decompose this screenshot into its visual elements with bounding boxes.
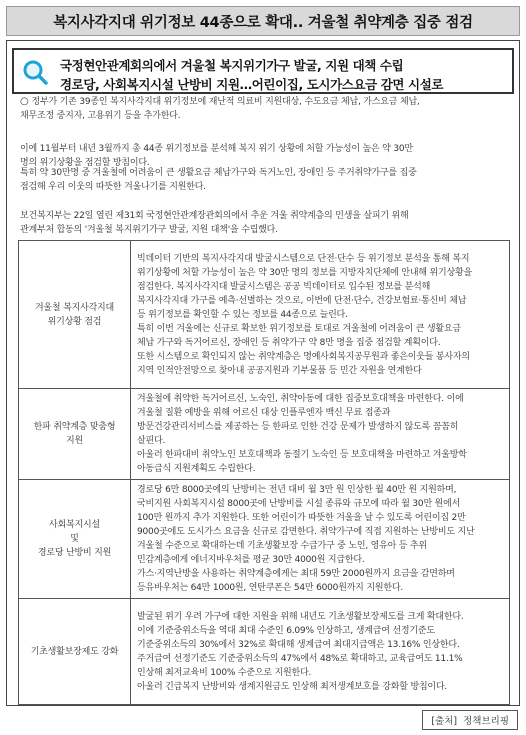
description-line: 아울러 긴급복지 난방비와 생계지원금도 인상해 최저생계보호를 강화할 방침이다. [137,681,448,692]
description-line: 살핀다. [137,436,166,446]
category-line: 사회복지시설 [49,520,100,530]
description-line: 등 위기정보를 확인할 수 있는 정보를 44종으로 늘린다. [137,309,348,320]
category-line: 경로당 난방비 지원 [37,548,112,558]
description-line: 아울러 한파대비 취약노인 보호대책과 동절기 노숙인 등 보호대책을 마련하고 겨울방학 [137,450,467,460]
circle-bullet-icon: ○ [20,96,29,107]
category-line: 기초생활보장제도 강화 [30,646,119,657]
table-row [19,480,510,599]
paragraph-line: 점검해 우리 이웃의 따뜻한 겨울나기를 지원한다. [20,182,206,192]
category-line: 지원 [66,436,83,446]
description-line: 9000곳에도 도시가스 요금을 신규로 감면한다. 취약가구에 직접 지원하는 난방비도 지난 [137,527,475,537]
category-line: 겨울철 복지사각지대 [34,302,115,313]
category-line: 한파 취약계층 맞춤형 [33,422,116,432]
paragraph-line: 채무조정 중지자, 고용위기 등을 추가한다. [20,111,181,121]
description-line: 특히 이번 겨울에는 신규로 확보한 위기정보를 토대로 겨울철에 어려움이 큰 생활요금 [137,323,461,334]
paragraph-intro [20,95,510,123]
description-line: 방문건강관리서비스를 제공하는 등 한파로 인한 건강 문제가 발생하지 않도록 꼼꼼히 [137,422,459,432]
table-row [19,599,510,705]
category-cell [19,389,131,480]
description-line: 민감계층에게 에너지바우처를 평균 30만 4000원 지급한다. [137,555,365,565]
category-cell [19,599,131,705]
description-line: 겨울철 질환 예방을 위해 어르신 대상 인플루엔자 백신 무료 접종과 [137,408,391,418]
category-cell [19,480,131,599]
description-line: 인상해 최저교육비 100% 수준으로 지원한다. [137,667,312,678]
description-line: 겨울철 수준으로 확대하는데 기초생활보장 수급가구 중 노인, 영유아 등 추위 [137,541,427,551]
description-cell [131,389,510,480]
subhead-line-2: 경로당, 사회복지시설 난방비 지원…어린이집, 도시가스요금 감면 시설로 [60,77,444,92]
source-box [422,710,518,730]
subhead-line-1: 국정현안관계회의에서 겨울철 복지위기가구 발굴, 지원 대책 수립 [60,58,404,73]
description-line: 체납 가구와 독거어르신, 장애인 등 취약가구 약 8만 명을 집중 점검할 계획이다. [137,337,441,348]
description-line: 또한 시스템으로 확인되지 않는 취약계층은 명예사회복지공무원과 좋은이웃들 봉사자의 [137,351,470,362]
magnifier-icon [22,59,48,85]
description-line: 지역 인적안전망으로 찾아내 공공지원과 기부물품 등 민간 자원을 연계한다 [137,365,422,376]
description-line: 아동급식 지원계획도 수립한다. [137,464,256,474]
description-line: 기준중위소득의 30%에서 32%로 확대해 생계급여 최대지급액은 13.16% 인상한다. [137,639,460,650]
description-cell [131,599,510,705]
category-line: 위기상황 점검 [47,316,102,327]
description-line: 경로당 6만 8000곳에의 난방비는 전년 대비 월 3만 원 인상한 월 40만 원 지원하며, [137,485,457,495]
paragraph-line: 보건복지부는 22일 열린 제31회 국정현안관계장관회의에서 추운 겨울 취약계층의 민생을 살피기 위해 [20,211,409,221]
source-name: 정책브리핑 [463,716,509,727]
description-line: 이에 기준중위소득을 역대 최대 수준인 6.09% 인상하고, 생계급여 선정기준도 [137,625,435,636]
description-line: 국비지원 사회복지시설 8000곳에 난방비를 시설 종류와 규모에 따라 월 30만 원에서 [137,499,461,509]
measures-table [18,240,510,705]
description-line: 발굴된 위기 우려 가구에 대한 지원을 위해 내년도 기초생활보장제도를 크게 확대한다. [137,611,464,622]
paragraph-line: 명의 위기상황을 점검할 방침이다. [20,158,150,168]
headline: 복지사각지대 위기정보 44종으로 확대.. 겨울철 취약계층 집중 점검 [6,6,520,36]
description-cell [131,241,510,389]
subhead-box [12,48,514,94]
table-row [19,241,510,389]
description-line: 빅데이터 기반의 복지사각지대 발굴시스템으로 단전·단수 등 위기정보 분석을 통해 복지 [137,253,470,264]
description-line: 100만 원까지 추가 지원한다. 또한 어린이가 따뜻한 겨울을 날 수 있도록 어린이집 2만 [137,513,466,523]
description-line: 복지사각지대 가구를 예측·선별하는 것으로, 이번에 단전·단수, 건강보험료·통신비 체납 [137,295,467,306]
description-line: 주거급여 선정기준도 기준중위소득의 47%에서 48%로 확대하고, 교육급여도 11.1% [137,653,463,664]
description-line: 겨울철에 취약한 독거어르신, 노숙인, 취약아동에 대한 집중보호대책을 마련한다. 이에 [137,394,464,404]
paragraph-line: 특히 약 30만명 중 겨울철에 어려움이 큰 생활요금 체납가구와 독거노인, 장애인 등 주거취약가구를 집중 [20,168,417,178]
source-label: [출처] [431,716,458,727]
category-cell [19,241,131,389]
description-line: 점검한다. 복지사각지대 발굴시스템은 공공 빅데이터로 입수된 정보를 분석해 [137,281,431,292]
table-row [19,389,510,480]
category-line: 및 [70,534,79,544]
description-line: 가스·지역난방을 사용하는 취약계층에게는 최대 59만 2000원까지 요금을 감면하며 [137,569,455,579]
description-line: 등유바우처는 64만 1000원, 연탄쿠폰은 54만 6000원까지 지원한다. [137,583,403,593]
paragraph-line: 관계부처 합동의 '겨울철 복지위기가구 발굴, 지원 대책'을 수립했다. [20,225,278,235]
description-line: 위기상황에 처할 가능성이 높은 약 30만 명의 정보를 지방자치단체에 안내해 위기상황을 [137,267,472,278]
paragraph-ministry [20,209,510,237]
paragraph-line: 이에 11월부터 내년 3월까지 총 44종 위기정보를 분석해 복지 위기 상황에 처할 가능성이 높은 약 30만 [20,144,413,154]
description-cell [131,480,510,599]
paragraph-line: 정부가 기존 39종인 복지사각지대 위기정보에 재난적 의료비 지원대상, 수도요금 체납, 가스요금 체납, [31,97,420,107]
paragraph-focus [20,166,510,194]
